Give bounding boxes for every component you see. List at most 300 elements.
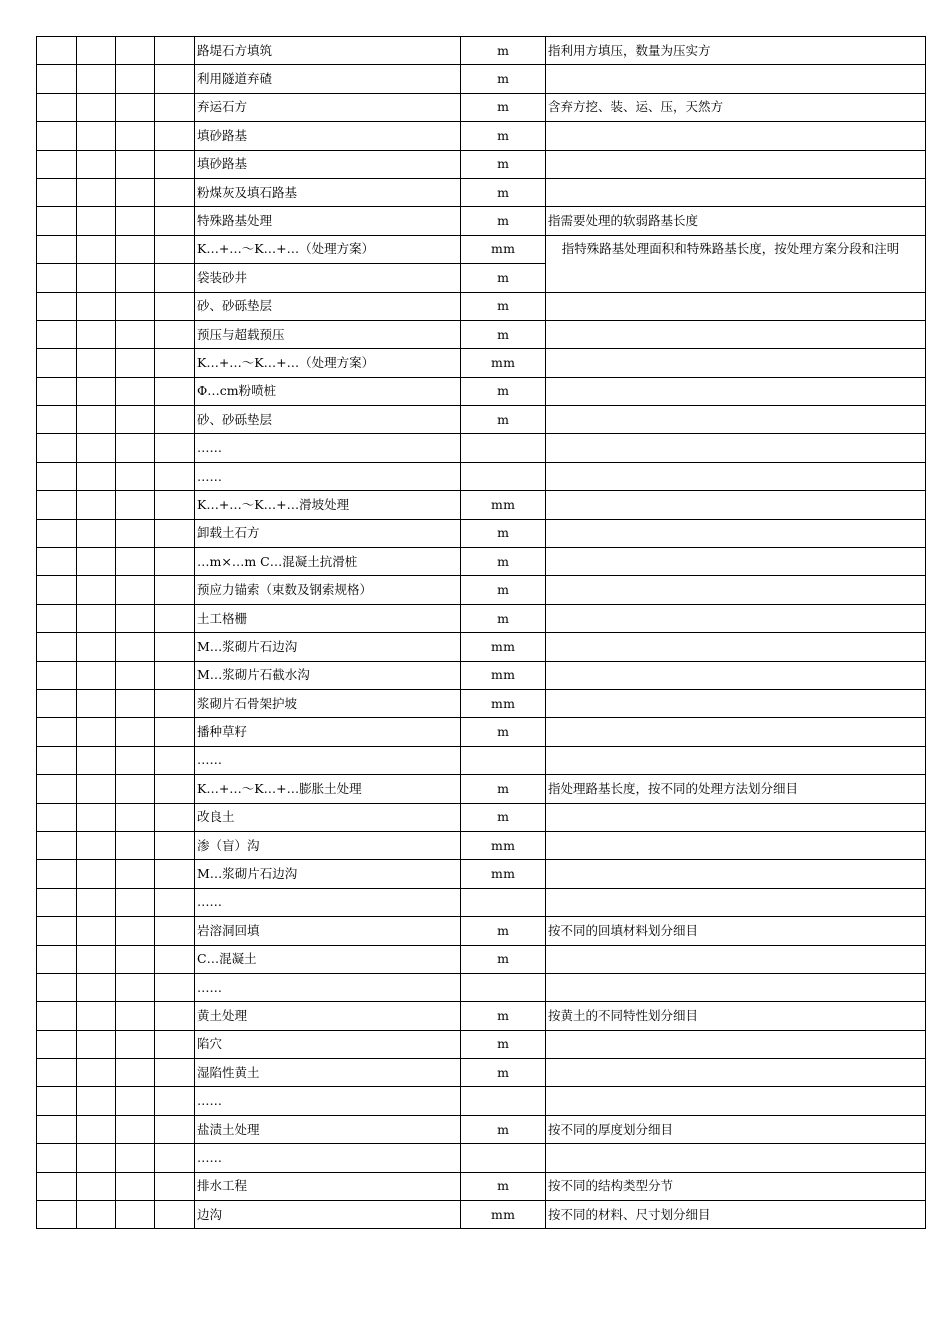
code-cell (116, 349, 155, 377)
code-cell (37, 93, 77, 121)
remark-cell: 按不同的结构类型分节 (546, 1172, 926, 1200)
item-name-cell: 岩溶洞回填 (195, 917, 461, 945)
table-row (37, 1144, 926, 1172)
unit-cell (461, 945, 546, 973)
unit-cell (461, 888, 546, 916)
unit-label: m (503, 638, 515, 654)
code-cell (77, 689, 116, 717)
unit-label: m (503, 866, 515, 882)
code-cell (37, 434, 77, 462)
code-cell (116, 462, 155, 490)
remark-cell: 指特殊路基处理面积和特殊路基长度，按处理方案分段和注明 (546, 235, 926, 292)
remark-cell (546, 122, 926, 150)
code-cell (116, 973, 155, 1001)
code-cell (155, 519, 195, 547)
code-cell (37, 1087, 77, 1115)
item-name-cell: 改良土 (195, 803, 461, 831)
table-row (37, 1002, 926, 1030)
code-cell (77, 604, 116, 632)
unit-label: m (497, 213, 509, 229)
code-cell (77, 292, 116, 320)
unit-label: m (497, 582, 509, 598)
code-cell (37, 491, 77, 519)
code-cell (155, 491, 195, 519)
code-cell (37, 945, 77, 973)
table-row (37, 349, 926, 377)
code-cell (116, 661, 155, 689)
remark-cell: 指需要处理的软弱路基长度 (546, 207, 926, 235)
code-cell (77, 1115, 116, 1143)
unit-label: m (491, 837, 503, 853)
unit-label: m (491, 354, 503, 370)
code-cell (116, 1087, 155, 1115)
code-cell (37, 689, 77, 717)
remark-cell (546, 945, 926, 973)
code-cell (116, 406, 155, 434)
table-row (37, 65, 926, 93)
unit-label: m (497, 99, 509, 115)
unit-label: m (497, 525, 509, 541)
code-cell (155, 377, 195, 405)
unit-cell (461, 548, 546, 576)
remark-cell (546, 491, 926, 519)
table-row (37, 1059, 926, 1087)
item-name-cell: …… (195, 1144, 461, 1172)
code-cell (116, 264, 155, 292)
item-name-cell: 播种草籽 (195, 718, 461, 746)
remark-cell (546, 803, 926, 831)
item-name-cell: 砂、砂砾垫层 (195, 292, 461, 320)
unit-cell (461, 235, 546, 263)
unit-cell (461, 320, 546, 348)
table-body (37, 37, 926, 1229)
code-cell (77, 746, 116, 774)
code-cell (116, 576, 155, 604)
item-name-cell: M…浆砌片石边沟 (195, 860, 461, 888)
code-cell (155, 406, 195, 434)
remark-cell: 按黄土的不同特性划分细目 (546, 1002, 926, 1030)
unit-cell (461, 434, 546, 462)
code-cell (77, 93, 116, 121)
table-row (37, 831, 926, 859)
table-row (37, 377, 926, 405)
unit-label: m (503, 496, 515, 512)
code-cell (116, 320, 155, 348)
table-row (37, 860, 926, 888)
table-row (37, 406, 926, 434)
unit-label: m (503, 241, 515, 257)
table-row (37, 689, 926, 717)
code-cell (116, 917, 155, 945)
unit-label: m (497, 383, 509, 399)
unit-label: m (497, 184, 509, 200)
code-cell (116, 178, 155, 206)
unit-cell (461, 973, 546, 1001)
remark-cell (546, 1030, 926, 1058)
code-cell (116, 746, 155, 774)
code-cell (116, 803, 155, 831)
code-cell (37, 576, 77, 604)
remark-cell (546, 888, 926, 916)
unit-label: m (503, 1206, 515, 1222)
unit-label: m (497, 1036, 509, 1052)
code-cell (77, 37, 116, 65)
code-cell (116, 122, 155, 150)
remark-cell (546, 377, 926, 405)
code-cell (37, 1059, 77, 1087)
item-name-cell: …… (195, 434, 461, 462)
unit-label: m (497, 269, 509, 285)
remark-cell (546, 292, 926, 320)
engineering-quantity-sheet (36, 36, 925, 1229)
code-cell (77, 1059, 116, 1087)
code-cell (116, 1059, 155, 1087)
unit-label: m (491, 638, 503, 654)
code-cell (155, 1201, 195, 1229)
table-row (37, 945, 926, 973)
code-cell (37, 746, 77, 774)
code-cell (155, 718, 195, 746)
unit-cell (461, 604, 546, 632)
code-cell (116, 1201, 155, 1229)
unit-cell (461, 406, 546, 434)
table-row (37, 1030, 926, 1058)
code-cell (116, 150, 155, 178)
unit-label: m (497, 298, 509, 314)
code-cell (77, 1201, 116, 1229)
code-cell (155, 888, 195, 916)
code-cell (155, 860, 195, 888)
code-cell (155, 320, 195, 348)
code-cell (116, 207, 155, 235)
code-cell (77, 235, 116, 263)
code-cell (116, 888, 155, 916)
item-name-cell: 边沟 (195, 1201, 461, 1229)
code-cell (37, 548, 77, 576)
unit-label: m (497, 809, 509, 825)
code-cell (77, 491, 116, 519)
code-cell (116, 1144, 155, 1172)
unit-cell (461, 1087, 546, 1115)
unit-label: m (497, 42, 509, 58)
remark-cell (546, 150, 926, 178)
code-cell (77, 178, 116, 206)
code-cell (116, 519, 155, 547)
code-cell (77, 548, 116, 576)
unit-label: m (497, 1007, 509, 1023)
unit-cell (461, 349, 546, 377)
unit-cell (461, 178, 546, 206)
unit-cell (461, 689, 546, 717)
code-cell (77, 150, 116, 178)
code-cell (155, 434, 195, 462)
code-cell (155, 1030, 195, 1058)
item-name-cell: 特殊路基处理 (195, 207, 461, 235)
code-cell (155, 1115, 195, 1143)
code-cell (77, 831, 116, 859)
item-name-cell: …… (195, 1087, 461, 1115)
code-cell (37, 65, 77, 93)
table-row (37, 775, 926, 803)
code-cell (37, 235, 77, 263)
code-cell (37, 37, 77, 65)
table-row (37, 548, 926, 576)
code-cell (37, 661, 77, 689)
unit-label: m (497, 127, 509, 143)
code-cell (37, 633, 77, 661)
code-cell (155, 1087, 195, 1115)
unit-cell (461, 1115, 546, 1143)
table-row (37, 1201, 926, 1229)
unit-cell (461, 93, 546, 121)
unit-label: m (491, 866, 503, 882)
code-cell (37, 1201, 77, 1229)
unit-label: m (491, 241, 503, 257)
table-row (37, 235, 926, 263)
remark-cell (546, 406, 926, 434)
code-cell (77, 576, 116, 604)
code-cell (155, 122, 195, 150)
unit-cell (461, 292, 546, 320)
table-row (37, 633, 926, 661)
code-cell (155, 264, 195, 292)
code-cell (37, 1172, 77, 1200)
table-row (37, 661, 926, 689)
unit-label: m (497, 1178, 509, 1194)
bill-of-quantities-table (36, 36, 926, 1229)
code-cell (77, 519, 116, 547)
item-name-cell: 填砂路基 (195, 122, 461, 150)
unit-cell (461, 831, 546, 859)
code-cell (116, 548, 155, 576)
code-cell (77, 320, 116, 348)
code-cell (37, 462, 77, 490)
item-name-cell: 利用隧道弃碴 (195, 65, 461, 93)
unit-cell (461, 1030, 546, 1058)
code-cell (37, 264, 77, 292)
item-name-cell: 预应力锚索（束数及钢索规格） (195, 576, 461, 604)
unit-label: m (497, 156, 509, 172)
item-name-cell: 浆砌片石骨架护坡 (195, 689, 461, 717)
unit-label: m (503, 354, 515, 370)
code-cell (155, 150, 195, 178)
remark-cell (546, 462, 926, 490)
code-cell (155, 945, 195, 973)
code-cell (116, 718, 155, 746)
code-cell (37, 1144, 77, 1172)
table-row (37, 888, 926, 916)
code-cell (116, 689, 155, 717)
remark-cell (546, 661, 926, 689)
remark-cell (546, 519, 926, 547)
item-name-cell: 陷穴 (195, 1030, 461, 1058)
code-cell (155, 746, 195, 774)
code-cell (77, 1172, 116, 1200)
code-cell (116, 1002, 155, 1030)
code-cell (155, 292, 195, 320)
item-name-cell: K…+…～K…+…滑坡处理 (195, 491, 461, 519)
unit-label: m (491, 695, 503, 711)
code-cell (77, 661, 116, 689)
code-cell (116, 1172, 155, 1200)
unit-cell (461, 576, 546, 604)
code-cell (116, 1030, 155, 1058)
table-row (37, 93, 926, 121)
code-cell (37, 803, 77, 831)
table-row (37, 604, 926, 632)
code-cell (77, 718, 116, 746)
code-cell (116, 235, 155, 263)
code-cell (155, 1172, 195, 1200)
unit-cell (461, 633, 546, 661)
item-name-cell: 盐渍土处理 (195, 1115, 461, 1143)
unit-label: m (497, 553, 509, 569)
code-cell (155, 178, 195, 206)
unit-cell (461, 207, 546, 235)
item-name-cell: 渗（盲）沟 (195, 831, 461, 859)
remark-cell (546, 548, 926, 576)
code-cell (77, 462, 116, 490)
code-cell (155, 831, 195, 859)
remark-cell: 按不同的厚度划分细目 (546, 1115, 926, 1143)
code-cell (37, 178, 77, 206)
table-row (37, 917, 926, 945)
code-cell (37, 150, 77, 178)
remark-cell (546, 718, 926, 746)
item-name-cell: K…+…～K…+…膨胀土处理 (195, 775, 461, 803)
code-cell (77, 65, 116, 93)
unit-cell (461, 1201, 546, 1229)
code-cell (37, 604, 77, 632)
remark-cell: 按不同的回填材料划分细目 (546, 917, 926, 945)
unit-cell (461, 803, 546, 831)
remark-cell: 指处理路基长度，按不同的处理方法划分细目 (546, 775, 926, 803)
table-row (37, 491, 926, 519)
item-name-cell: 填砂路基 (195, 150, 461, 178)
code-cell (37, 860, 77, 888)
code-cell (155, 661, 195, 689)
table-row (37, 462, 926, 490)
unit-label: m (497, 951, 509, 967)
item-name-cell: 砂、砂砾垫层 (195, 406, 461, 434)
unit-label: m (497, 411, 509, 427)
code-cell (155, 633, 195, 661)
remark-cell: 指利用方填压，数量为压实方 (546, 37, 926, 65)
unit-cell (461, 122, 546, 150)
unit-cell (461, 264, 546, 292)
code-cell (116, 491, 155, 519)
code-cell (116, 93, 155, 121)
remark-cell (546, 689, 926, 717)
code-cell (155, 604, 195, 632)
item-name-cell: K…+…～K…+…（处理方案） (195, 349, 461, 377)
table-row (37, 1172, 926, 1200)
unit-label: m (497, 610, 509, 626)
code-cell (37, 292, 77, 320)
remark-cell (546, 320, 926, 348)
code-cell (155, 235, 195, 263)
code-cell (77, 377, 116, 405)
code-cell (37, 718, 77, 746)
remark-cell (546, 1087, 926, 1115)
code-cell (37, 320, 77, 348)
table-row (37, 718, 926, 746)
remark-cell (546, 65, 926, 93)
item-name-cell: 排水工程 (195, 1172, 461, 1200)
code-cell (77, 1002, 116, 1030)
unit-label: m (491, 667, 503, 683)
unit-label: m (497, 922, 509, 938)
table-row (37, 122, 926, 150)
code-cell (37, 888, 77, 916)
unit-cell (461, 1002, 546, 1030)
remark-cell (546, 1059, 926, 1087)
table-row (37, 37, 926, 65)
item-name-cell: …… (195, 746, 461, 774)
code-cell (155, 1144, 195, 1172)
remark-cell (546, 434, 926, 462)
unit-label: m (497, 780, 509, 796)
unit-label: m (497, 326, 509, 342)
remark-cell (546, 746, 926, 774)
item-name-cell: …… (195, 462, 461, 490)
table-row (37, 576, 926, 604)
code-cell (37, 377, 77, 405)
code-cell (77, 888, 116, 916)
code-cell (116, 831, 155, 859)
code-cell (37, 831, 77, 859)
code-cell (116, 604, 155, 632)
remark-cell (546, 973, 926, 1001)
code-cell (155, 207, 195, 235)
item-name-cell: 路堤石方填筑 (195, 37, 461, 65)
item-name-cell: Φ…cm粉喷桩 (195, 377, 461, 405)
code-cell (77, 264, 116, 292)
unit-cell (461, 860, 546, 888)
code-cell (77, 917, 116, 945)
remark-cell (546, 633, 926, 661)
code-cell (155, 576, 195, 604)
remark-cell (546, 860, 926, 888)
code-cell (155, 689, 195, 717)
item-name-cell: 黄土处理 (195, 1002, 461, 1030)
code-cell (37, 406, 77, 434)
item-name-cell: M…浆砌片石截水沟 (195, 661, 461, 689)
unit-label: m (497, 1121, 509, 1137)
table-row (37, 207, 926, 235)
item-name-cell: 粉煤灰及填石路基 (195, 178, 461, 206)
table-row (37, 973, 926, 1001)
item-name-cell: 卸载土石方 (195, 519, 461, 547)
code-cell (37, 1030, 77, 1058)
code-cell (77, 207, 116, 235)
code-cell (116, 37, 155, 65)
unit-cell (461, 519, 546, 547)
unit-cell (461, 718, 546, 746)
unit-cell (461, 917, 546, 945)
item-name-cell: 预压与超载预压 (195, 320, 461, 348)
unit-cell (461, 1144, 546, 1172)
code-cell (155, 775, 195, 803)
table-row (37, 178, 926, 206)
code-cell (155, 1059, 195, 1087)
remark-cell: 含弃方挖、装、运、压，天然方 (546, 93, 926, 121)
unit-label: m (503, 667, 515, 683)
code-cell (116, 377, 155, 405)
item-name-cell: …m×…m C…混凝土抗滑桩 (195, 548, 461, 576)
code-cell (37, 973, 77, 1001)
unit-label: m (491, 496, 503, 512)
